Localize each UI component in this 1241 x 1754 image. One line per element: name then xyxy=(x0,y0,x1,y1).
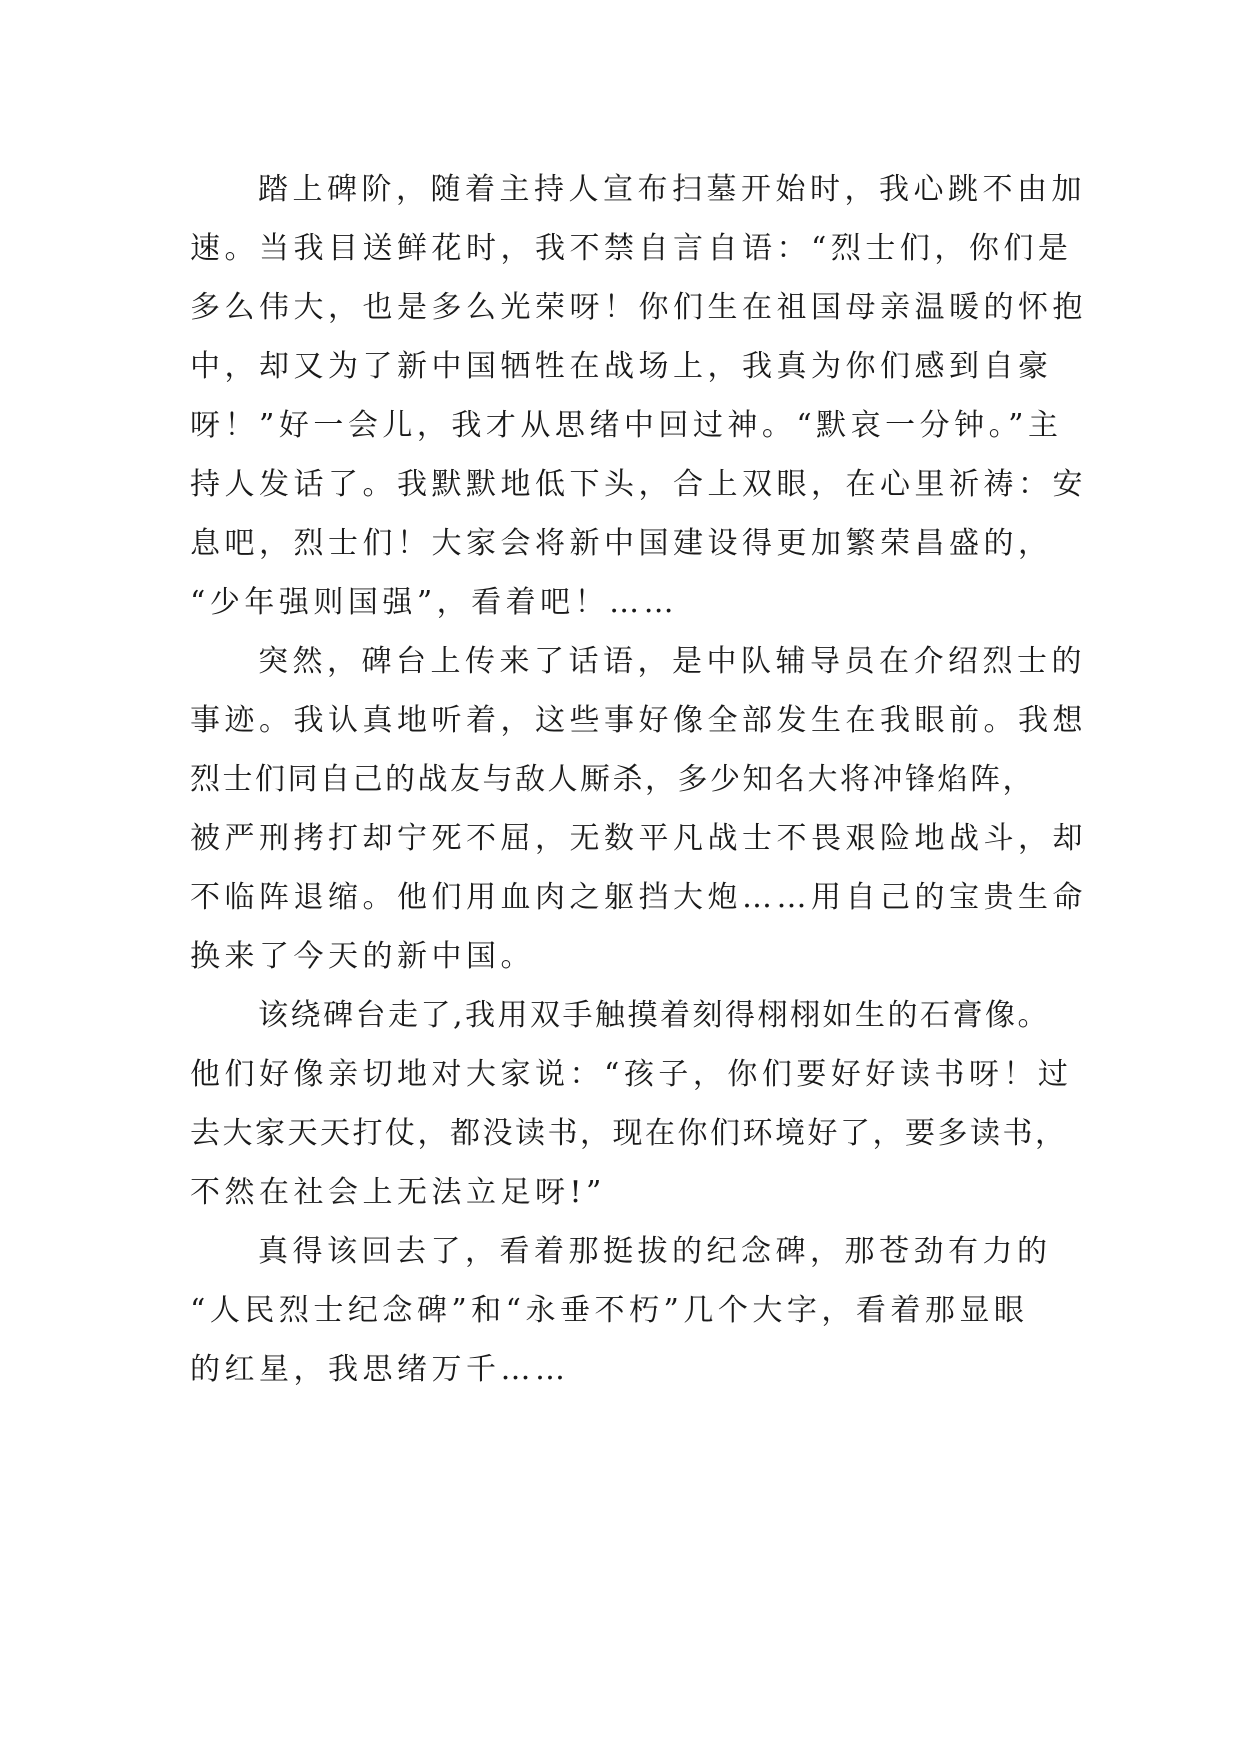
text-line: 踏上碑阶，随着主持人宣布扫墓开始时，我心跳不由加 xyxy=(258,172,1086,207)
text-line: 换来了今天的新中国。 xyxy=(190,939,535,974)
text-line: 速。当我目送鲜花时，我不禁自言自语：“烈士们，你们是 xyxy=(190,231,1073,266)
document-body xyxy=(190,160,1087,1399)
text-line: “人民烈士纪念碑”和“永垂不朽”几个大字，看着那显眼 xyxy=(190,1293,1029,1328)
text-line: 真得该回去了，看着那挺拔的纪念碑，那苍劲有力的 xyxy=(258,1234,1052,1269)
text-line: 呀！”好一会儿，我才从思绪中回过神。“默哀一分钟。”主 xyxy=(190,408,1063,443)
text-line: 中，却又为了新中国牺牲在战场上，我真为你们感到自豪 xyxy=(190,349,1053,384)
text-line: 被严刑拷打却宁死不屈，无数平凡战士不畏艰险地战斗，却 xyxy=(190,821,1087,856)
text-line: 持人发话了。我默默地低下头，合上双眼，在心里祈祷：安 xyxy=(190,467,1087,502)
text-line: 息吧，烈士们！大家会将新中国建设得更加繁荣昌盛的， xyxy=(190,526,1053,561)
text-line: 该绕碑台走了,我用双手触摸着刻得栩栩如生的石膏像。 xyxy=(258,998,1051,1033)
text-line: 烈士们同自己的战友与敌人厮杀，多少知名大将冲锋焰阵， xyxy=(190,762,1035,797)
paragraph-1 xyxy=(190,160,1087,632)
paragraph-3 xyxy=(190,986,1073,1222)
text-line: “少年强则国强”，看着吧！…… xyxy=(190,585,679,620)
text-line: 多么伟大，也是多么光荣呀！你们生在祖国母亲温暖的怀抱 xyxy=(190,290,1087,325)
text-line: 他们好像亲切地对大家说：“孩子，你们要好好读书呀！过 xyxy=(190,1057,1073,1092)
text-line: 去大家天天打仗，都没读书，现在你们环境好了，要多读书， xyxy=(190,1116,1068,1151)
text-line: 突然，碑台上传来了话语，是中队辅导员在介绍烈士的 xyxy=(258,644,1086,679)
text-line: 不临阵退缩。他们用血肉之躯挡大炮……用自己的宝贵生命 xyxy=(190,880,1087,915)
text-line: 事迹。我认真地听着，这些事好像全部发生在我眼前。我想 xyxy=(190,703,1087,738)
text-line: 不然在社会上无法立足呀!” xyxy=(190,1175,606,1210)
paragraph-4 xyxy=(190,1222,1050,1399)
text-line: 的红星，我思绪万千…… xyxy=(190,1352,570,1387)
paragraph-2 xyxy=(190,632,1087,986)
